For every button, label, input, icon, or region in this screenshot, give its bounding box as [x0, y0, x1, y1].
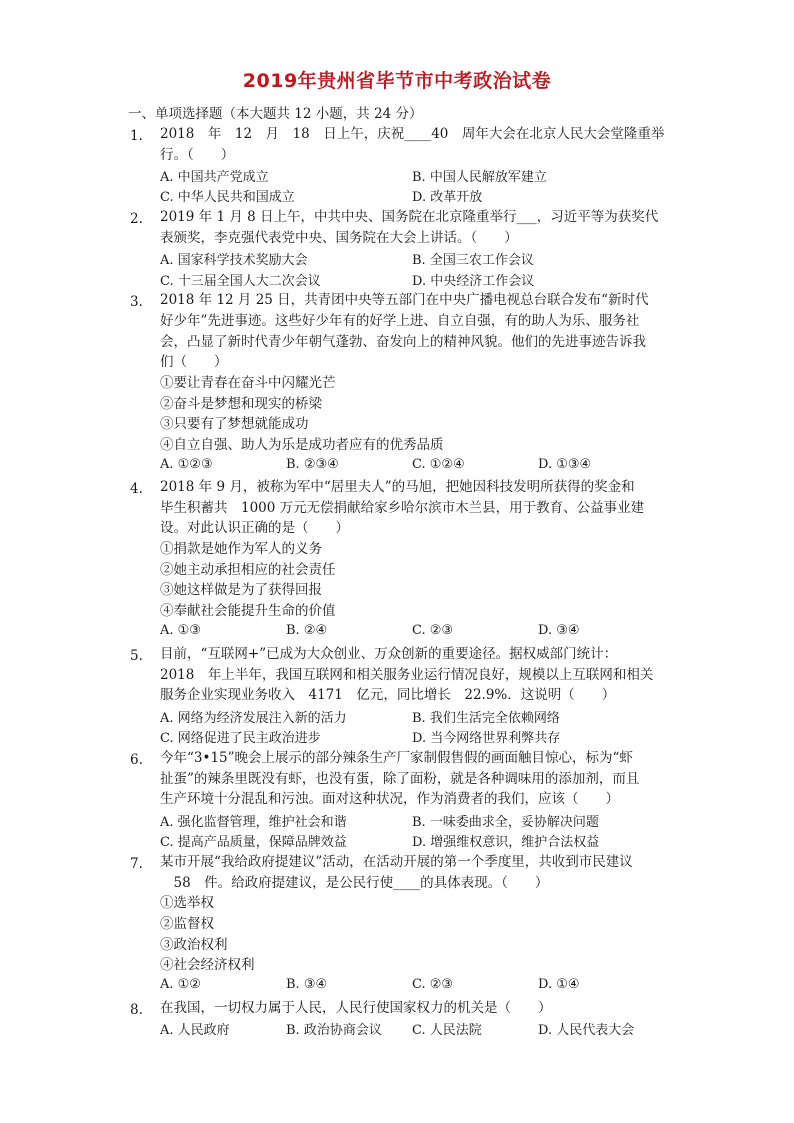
statement-3: ③她这样做是为了获得回报: [160, 582, 322, 598]
question-text: 毕生积蓄共 1000 万元无偿捐献给家乡哈尔滨市木兰县，用于教育、公益事业建: [160, 500, 645, 516]
statement-1: ①捐款是她作为军人的义务: [160, 541, 322, 557]
option-b[interactable]: B. ③④: [286, 977, 328, 992]
question-text: 设。对此认识正确的是（ ）: [160, 520, 349, 536]
statement-1: ①要让青春在奋斗中闪耀光芒: [160, 375, 336, 391]
option-c[interactable]: C. ②③: [412, 623, 454, 638]
question-number: 1.: [130, 128, 143, 144]
question-number: 4.: [130, 481, 143, 497]
statement-3: ③只要有了梦想就能成功: [160, 416, 309, 432]
question-text: 今年“3•15”晚会上展示的部分辣条生产厂家制假售假的画面触目惊心，标为“虾: [160, 750, 633, 766]
question-text: 行。（ ）: [160, 147, 235, 163]
option-a[interactable]: A. 中国共产党成立: [160, 170, 269, 185]
question-text: 2018 年上半年，我国互联网和相关服务业运行情况良好，规模以上互联网和相关: [160, 667, 654, 683]
question-text: 们（ ）: [160, 354, 228, 370]
option-c[interactable]: C. ②③: [412, 977, 454, 992]
statement-4: ④自立自强、助人为乐是成功者应有的优秀品质: [160, 437, 444, 453]
option-a[interactable]: A. 国家科学技术奖励大会: [160, 253, 308, 268]
question-text: 表颁奖，李克强代表党中央、国务院在大会上讲话。（ ）: [160, 230, 518, 246]
option-a[interactable]: A. 强化监督管理，维护社会和谐: [160, 815, 347, 830]
option-b[interactable]: B. 一味委曲求全，妥协解决问题: [412, 815, 599, 830]
statement-1: ①选举权: [160, 895, 214, 911]
option-c[interactable]: C. 网络促进了民主政治进步: [160, 731, 321, 746]
question-number: 3.: [130, 294, 143, 310]
option-b[interactable]: B. 全国三农工作会议: [412, 253, 534, 268]
statement-4: ④奉献社会能提升生命的价值: [160, 603, 336, 619]
option-d[interactable]: D. 当今网络世界利弊共存: [412, 731, 561, 746]
question-text: 2018 年 9 月，被称为军中“居里夫人”的马旭，把她因科技发明所获得的奖金和: [160, 479, 635, 495]
question-text: 某市开展“我给政府提建议”活动，在活动开展的第一个季度里，共收到市民建议: [160, 854, 633, 870]
statement-4: ④社会经济权利: [160, 957, 255, 973]
option-a[interactable]: A. ①③: [160, 623, 201, 638]
option-c[interactable]: C. 十三届全国人大二次会议: [160, 274, 321, 289]
statement-2: ②她主动承担相应的社会责任: [160, 562, 336, 578]
option-c[interactable]: C. 人民法院: [412, 1023, 482, 1038]
option-b[interactable]: B. 政治协商会议: [286, 1023, 382, 1038]
question-text: 生产环境十分混乱和污浊。面对这种状况，作为消费者的我们，应该（ ）: [160, 791, 619, 807]
option-b[interactable]: B. 我们生活完全依赖网络: [412, 711, 560, 726]
option-a[interactable]: A. ①②: [160, 977, 201, 992]
option-d[interactable]: D. 人民代表大会: [538, 1023, 635, 1038]
option-b[interactable]: B. 中国人民解放军建立: [412, 170, 547, 185]
option-a[interactable]: A. 网络为经济发展注入新的活力: [160, 711, 347, 726]
question-text: 2018 年 12 月 25 日，共青团中央等五部门在中央广播电视总台联合发布“新时代: [160, 292, 649, 308]
option-d[interactable]: D. 中央经济工作会议: [412, 274, 535, 289]
question-text: 目前，“互联网+”已成为大众创业、万众创新的重要途径。据权威部门统计：: [160, 646, 618, 662]
option-c[interactable]: C. 中华人民共和国成立: [160, 190, 295, 205]
option-c[interactable]: C. 提高产品质量，保障品牌效益: [160, 835, 347, 850]
option-c[interactable]: C. ①②④: [412, 457, 465, 472]
question-number: 6.: [130, 752, 143, 768]
option-d[interactable]: D. ③④: [538, 623, 580, 638]
option-a[interactable]: A. 人民政府: [160, 1023, 230, 1038]
question-text: 好少年”先进事迹。这些好少年有的好学上进、自立自强，有的助人为乐、服务社: [160, 313, 640, 329]
question-text: 在我国，一切权力属于人民，人民行使国家权力的机关是（ ）: [160, 1000, 552, 1016]
question-text: 2018 年 12 月 18 日上午，庆祝____40 周年大会在北京人民大会堂隆重举: [160, 126, 665, 142]
statement-3: ③政治权利: [160, 937, 228, 953]
option-a[interactable]: A. ①②③: [160, 457, 213, 472]
question-text: 2019 年 1 月 8 日上午，中共中央、国务院在北京隆重举行___，习近平等为获奖代: [160, 209, 659, 225]
page-title: 2019年贵州省毕节市中考政治试卷: [242, 70, 552, 92]
option-b[interactable]: B. ②③④: [286, 457, 339, 472]
question-text: 扯蛋”的辣条里既没有虾，也没有蛋，除了面粉，就是各种调味用的添加剂，而且: [160, 771, 640, 787]
statement-2: ②监督权: [160, 916, 214, 932]
question-text: 服务企业实现业务收入 4171 亿元，同比增长 22.9%．这说明（ ）: [160, 687, 616, 703]
question-number: 8.: [130, 1002, 143, 1018]
option-d[interactable]: D. ①④: [538, 977, 580, 992]
question-text: 会，凸显了新时代青少年朝气蓬勃、奋发向上的精神风貌。他们的先进事迹告诉我: [160, 334, 646, 350]
option-d[interactable]: D. 改革开放: [412, 190, 483, 205]
section-heading: 一、单项选择题（本大题共 12 小题，共 24 分）: [128, 106, 423, 122]
question-number: 5.: [130, 648, 143, 664]
question-number: 7.: [130, 856, 143, 872]
statement-2: ②奋斗是梦想和现实的桥梁: [160, 396, 322, 412]
option-d[interactable]: D. ①③④: [538, 457, 592, 472]
option-d[interactable]: D. 增强维权意识，维护合法权益: [412, 835, 600, 850]
question-number: 2.: [130, 211, 143, 227]
option-b[interactable]: B. ②④: [286, 623, 328, 638]
question-text: 58 件。给政府提建议，是公民行使____的具体表现。（ ）: [160, 875, 549, 891]
